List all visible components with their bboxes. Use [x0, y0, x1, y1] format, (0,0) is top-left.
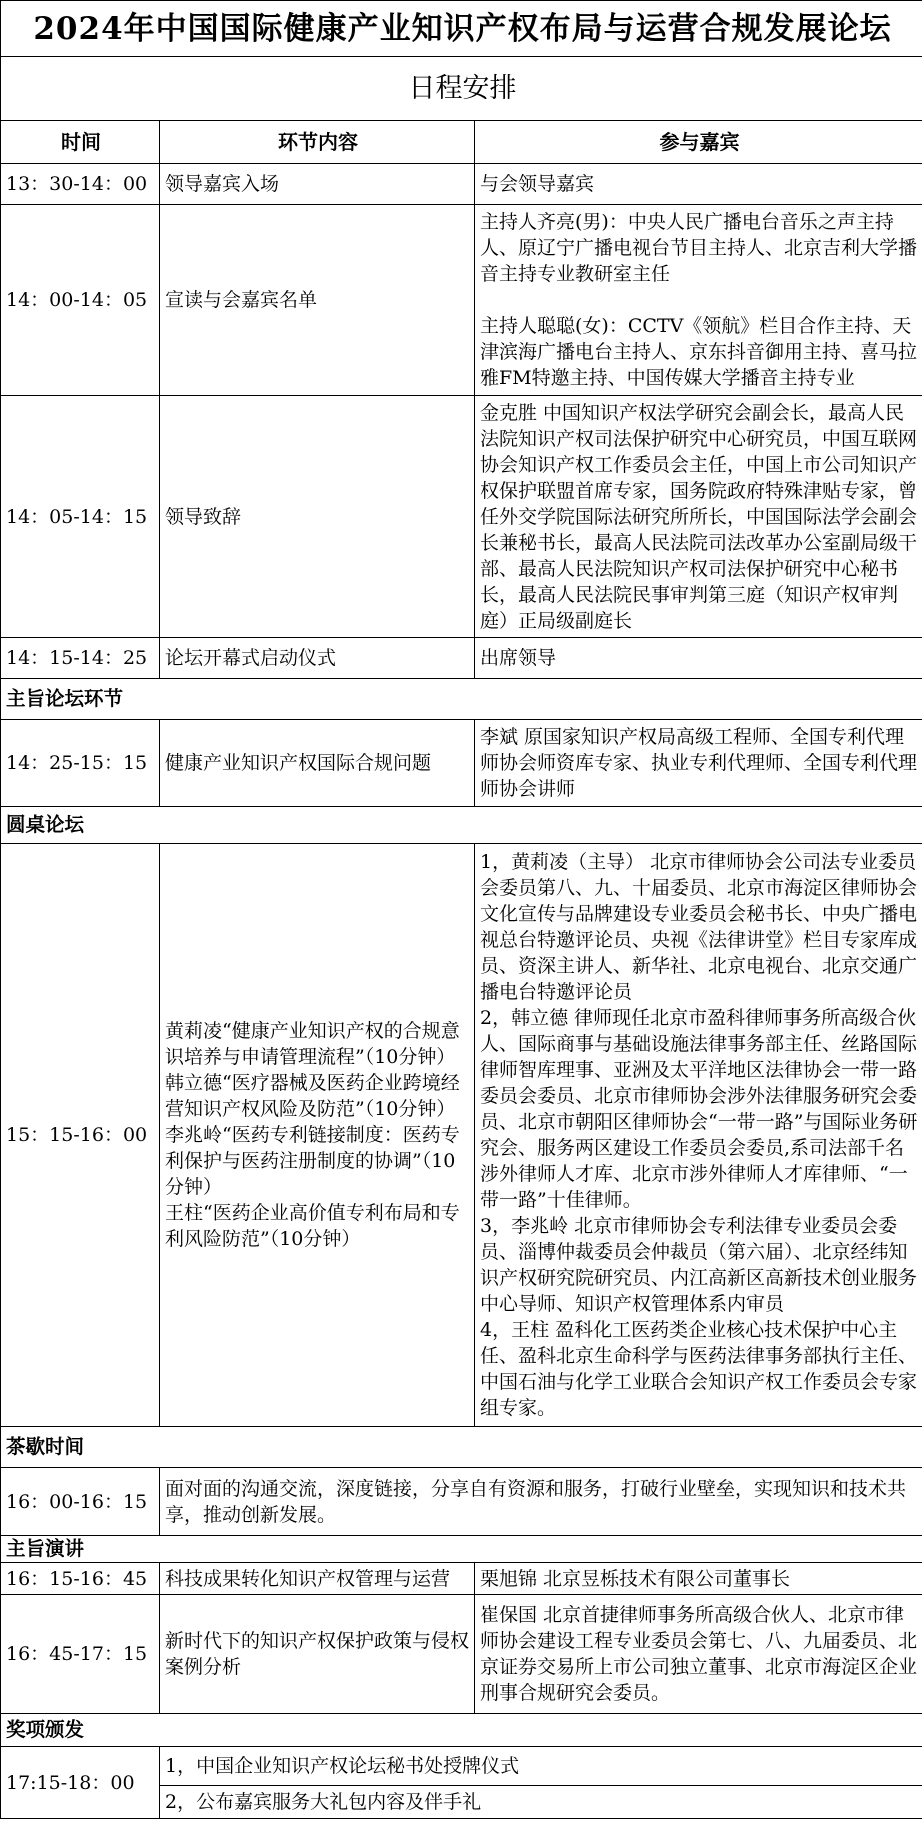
- time-cell: 14：05-14：15: [1, 396, 160, 638]
- forum-title: 2024年中国国际健康产业知识产权布局与运营合规发展论坛: [1, 1, 922, 57]
- section-row: [1, 1536, 922, 1563]
- section-title-tea-break: 茶歇时间: [1, 1427, 922, 1468]
- time-cell: 16：45-17：15: [1, 1595, 160, 1714]
- guest-text: 4，王柱 盈科化工医药类企业核心技术保护中心主任、盈科北京生命科学与医药法律事务部执行主任、中国石油与化学工业联合会知识产权工作委员会专家组专家。: [480, 1319, 918, 1419]
- time-cell: 14：00-14：05: [1, 205, 160, 396]
- session-cell: 健康产业知识产权国际合规问题: [160, 720, 475, 807]
- talk-item: 王柱“医药企业高价值专利布局和专利风险防范”（10分钟）: [165, 1202, 460, 1250]
- time-cell: 13：30-14：00: [1, 164, 160, 205]
- table-row: [1, 396, 922, 638]
- table-row: [1, 1747, 922, 1786]
- table-row: [1, 164, 922, 205]
- time-cell: 14：15-14：25: [1, 638, 160, 679]
- table-row: [1, 205, 922, 396]
- session-cell: 领导嘉宾入场: [160, 164, 475, 205]
- time-cell: 15：15-16：00: [1, 844, 160, 1427]
- guest-text: 3，李兆岭 北京市律师协会专利法律专业委员会委员、淄博仲裁委员会仲裁员（第六届）、北京经纬知识产权研究院研究员、内江高新区高新技术创业服务中心导师、知识产权管理体系内审员: [480, 1215, 918, 1315]
- session-cell: 新时代下的知识产权保护政策与侵权案例分析: [160, 1595, 475, 1714]
- talk-item: 李兆岭“医药专利链接制度：医药专利保护与医药注册制度的协调”（10分钟）: [165, 1124, 460, 1198]
- description-cell: 面对面的沟通交流，深度链接，分享自有资源和服务，打破行业壁垒，实现知识和技术共享，推动创新发展。: [160, 1468, 922, 1536]
- guests-cell: 栗旭锦 北京昱栎技术有限公司董事长: [475, 1563, 922, 1595]
- section-title-keynote-forum: 主旨论坛环节: [1, 679, 922, 720]
- session-cell: 领导致辞: [160, 396, 475, 638]
- subtitle-row: [1, 57, 922, 121]
- column-header-row: [1, 121, 922, 164]
- time-cell: 16：15-16：45: [1, 1563, 160, 1595]
- table-row: [1, 720, 922, 807]
- table-row: [1, 1563, 922, 1595]
- guests-cell: 崔保国 北京首捷律师事务所高级合伙人、北京市律师协会建设工程专业委员会第七、八、九届委员、北京证券交易所上市公司独立董事、北京市海淀区企业刑事合规研究会委员。: [475, 1595, 922, 1714]
- session-cell: [160, 844, 475, 1427]
- section-row: [1, 1427, 922, 1468]
- guests-cell: [475, 638, 922, 679]
- guest-text: 1，黄莉凌（主导） 北京市律师协会公司法专业委员会委员第八、九、十届委员、北京市海淀区律师协会文化宣传与品牌建设专业委员会秘书长、中央广播电视总台特邀评论员、央视《法律讲堂》栏目专家库成员、资深主讲人、新华社、北京电视台、北京交通广播电台特邀评论员: [480, 851, 918, 1003]
- award-item: 1，中国企业知识产权论坛秘书处授牌仪式: [160, 1747, 922, 1786]
- header-time: 时间: [1, 121, 160, 164]
- section-title-keynote-speech: 主旨演讲: [1, 1536, 922, 1563]
- table-row: [1, 1595, 922, 1714]
- session-cell: 论坛开幕式启动仪式: [160, 638, 475, 679]
- table-row: [1, 638, 922, 679]
- guest-text: 主持人聪聪(女)：CCTV《领航》栏目合作主持、天津滨海广播电台主持人、京东抖音御用主持、喜马拉雅FM特邀主持、中国传媒大学播音主持专业: [480, 315, 918, 389]
- guests-cell: [475, 844, 922, 1427]
- section-row: [1, 1714, 922, 1747]
- talk-item: 韩立德“医疗器械及医药企业跨境经营知识产权风险及防范”（10分钟）: [165, 1072, 460, 1120]
- guest-text: 出席领导: [480, 647, 557, 669]
- guests-cell: [475, 396, 922, 638]
- guests-cell: 李斌 原国家知识产权局高级工程师、全国专利代理师协会师资库专家、执业专利代理师、全国专利代理师协会讲师: [475, 720, 922, 807]
- guests-cell: [475, 164, 922, 205]
- schedule-subtitle: 日程安排: [1, 57, 922, 121]
- session-cell: 宣读与会嘉宾名单: [160, 205, 475, 396]
- guests-cell: [475, 205, 922, 396]
- table-row: [1, 844, 922, 1427]
- time-cell: 17:15-18：00: [1, 1747, 160, 1819]
- section-row: [1, 679, 922, 720]
- talk-item: 黄莉凌“健康产业知识产权的合规意识培养与申请管理流程”（10分钟）: [165, 1020, 460, 1068]
- time-cell: 14：25-15：15: [1, 720, 160, 807]
- title-row: [1, 1, 922, 57]
- header-guests: 参与嘉宾: [475, 121, 922, 164]
- section-title-awards: 奖项颁发: [1, 1714, 922, 1747]
- time-cell: 16：00-16：15: [1, 1468, 160, 1536]
- guest-text: 2，韩立德 律师现任北京市盈科律师事务所高级合伙人、国际商事与基础设施法律事务部主任、丝路国际律师智库理事、亚洲及太平洋地区法律协会一带一路委员会委员、北京市律师协会涉外法律服务研究会委员、北京市朝阳区律师协会“一带一路”与国际业务研究会、服务两区建设工作委员会委员,系司法部千名涉外律师人才库、北京市涉外律师人才库律师、“一带一路”十佳律师。: [480, 1007, 918, 1211]
- section-title-roundtable: 圆桌论坛: [1, 807, 922, 844]
- award-item: 2，公布嘉宾服务大礼包内容及伴手礼: [160, 1786, 922, 1819]
- session-cell: 科技成果转化知识产权管理与运营: [160, 1563, 475, 1595]
- guest-text: 主持人齐亮(男)：中央人民广播电台音乐之声主持人、原辽宁广播电视台节目主持人、北京吉利大学播音主持专业教研室主任: [480, 211, 918, 285]
- table-row: [1, 1468, 922, 1536]
- guest-text: 金克胜 中国知识产权法学研究会副会长，最高人民法院知识产权司法保护研究中心研究员，中国互联网协会知识产权工作委员会主任，中国上市公司知识产权保护联盟首席专家，国务院政府特殊津贴专家，曾任外交学院国际法研究所所长，中国国际法学会副会长兼秘书长，最高人民法院司法改革办公室副局级干部、最高人民法院知识产权司法保护研究中心秘书长，最高人民法院民事审判第三庭（知识产权审判庭）正局级副庭长: [480, 401, 918, 632]
- section-row: [1, 807, 922, 844]
- guest-text: 与会领导嘉宾: [480, 173, 595, 195]
- header-content: 环节内容: [160, 121, 475, 164]
